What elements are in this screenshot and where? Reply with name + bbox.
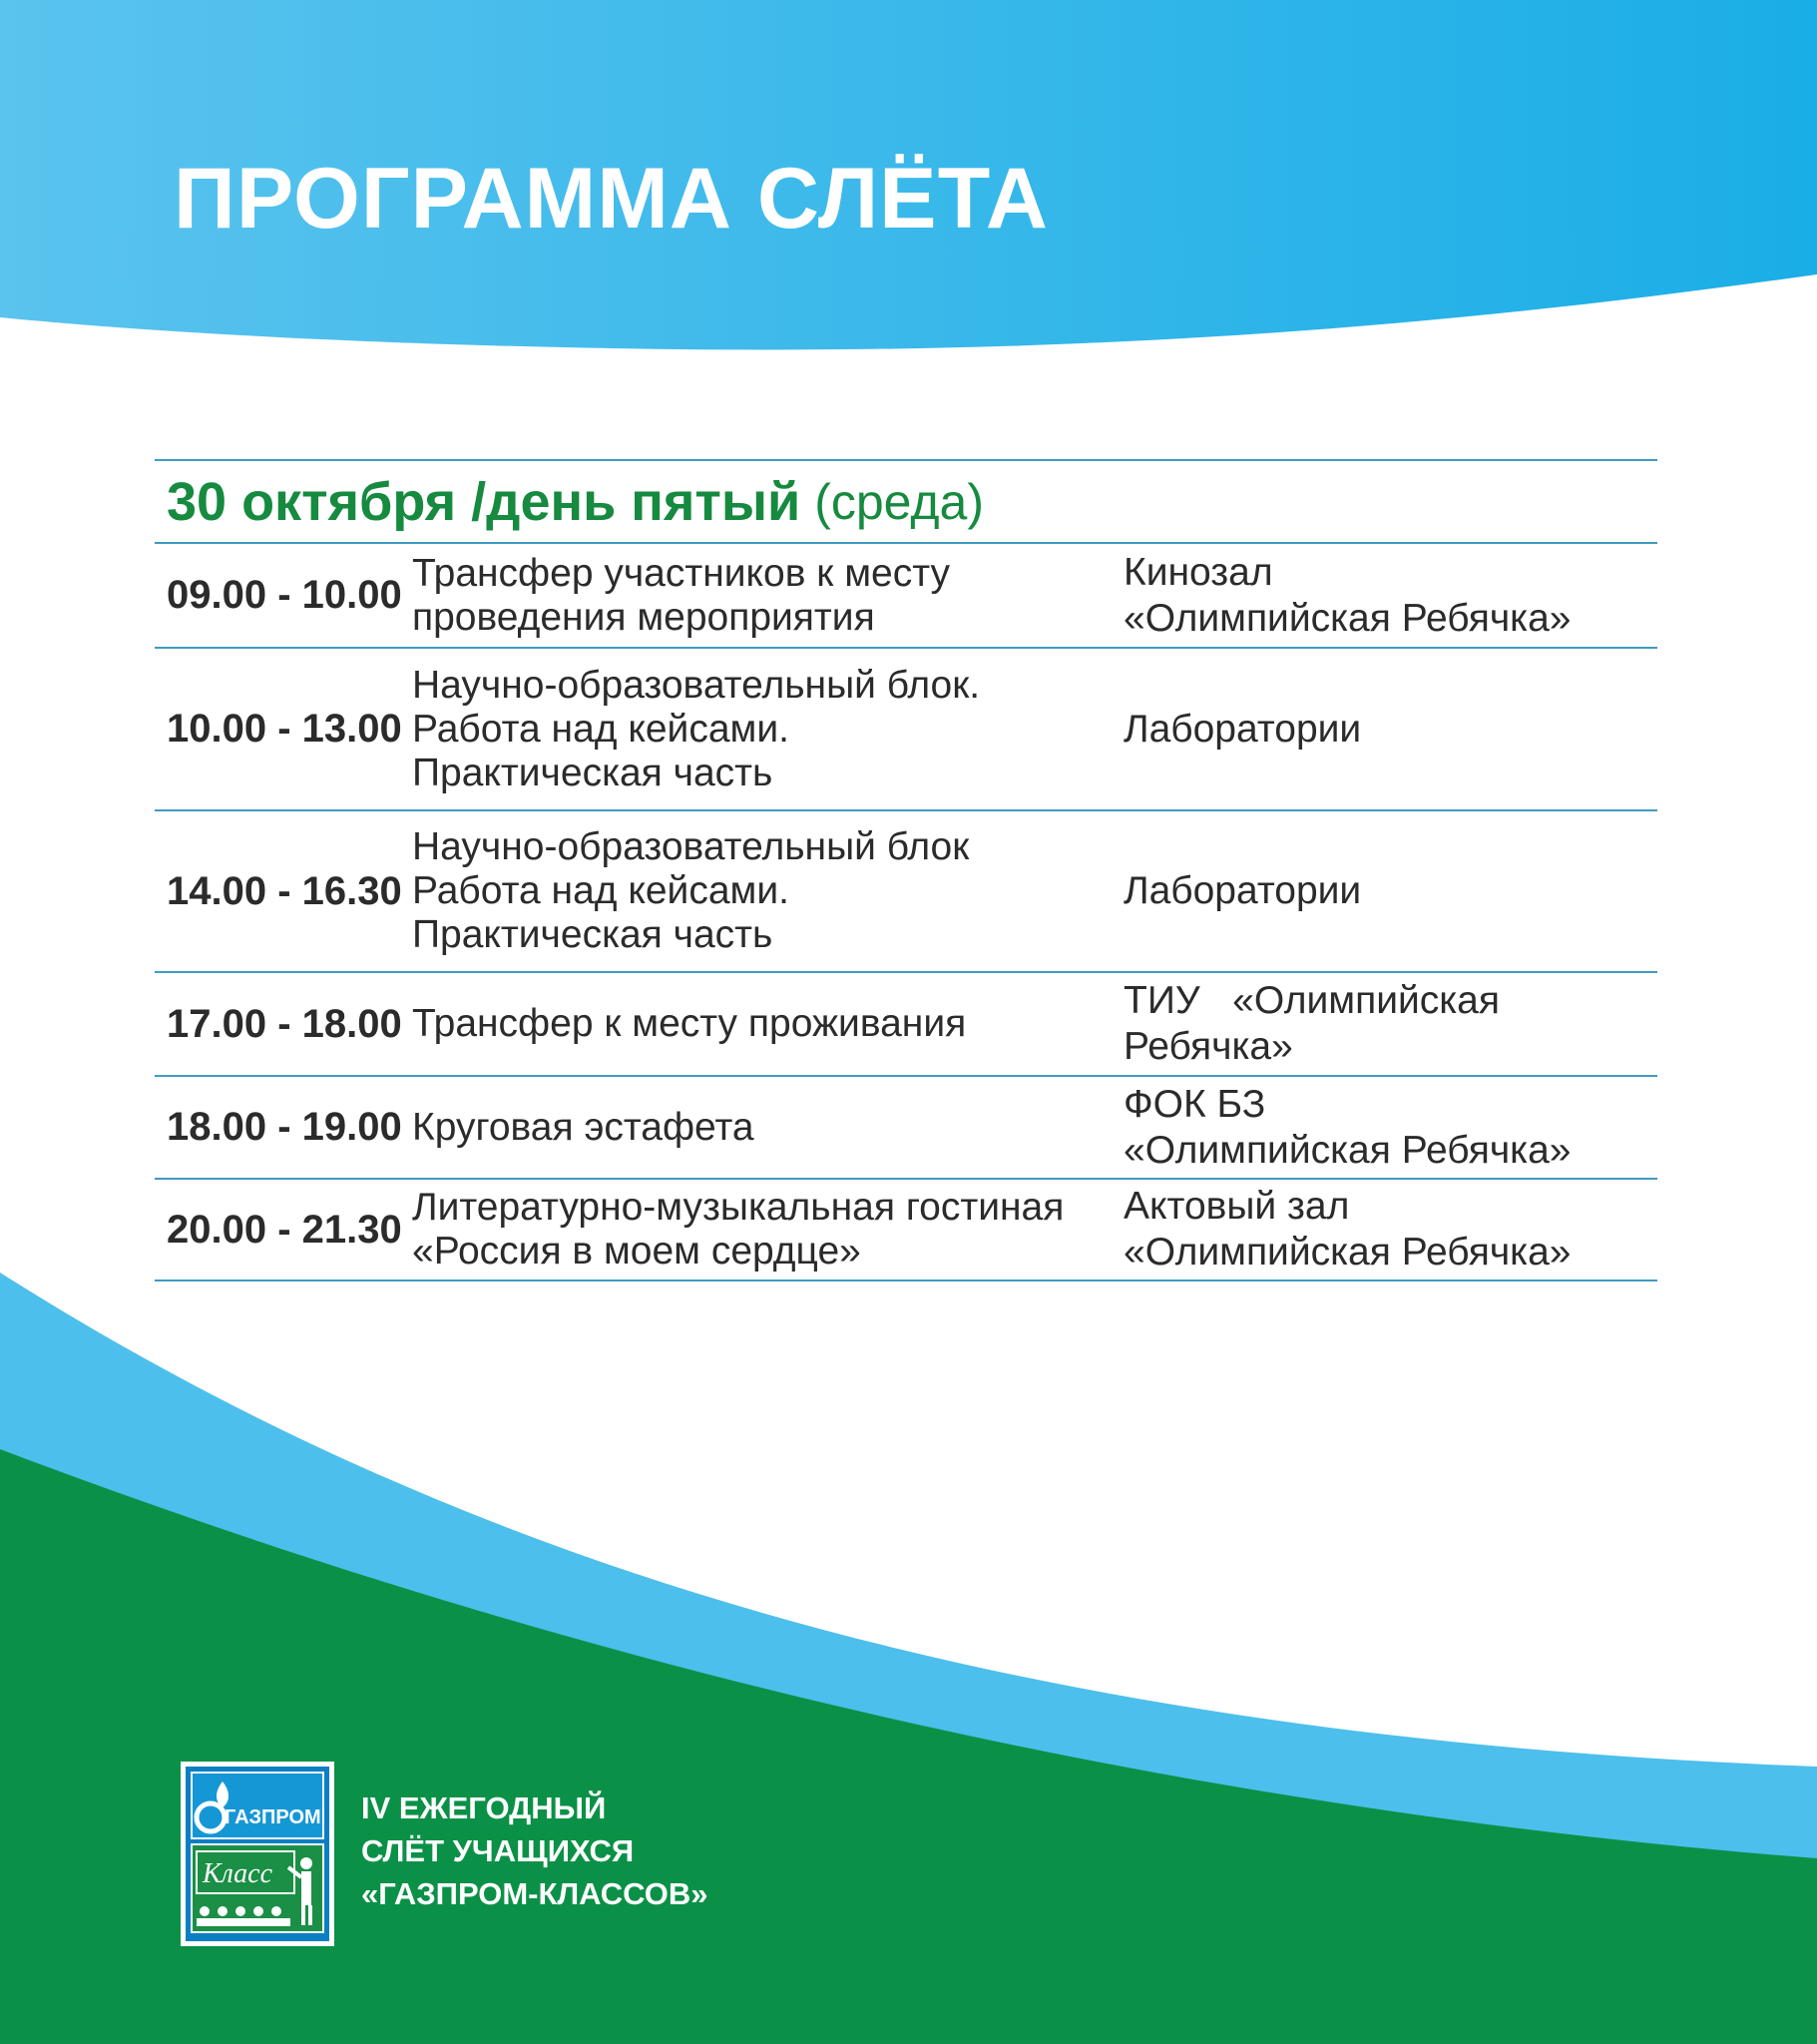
- table-row: [155, 973, 1657, 1077]
- event-line: Литературно-музыкальная гостиная: [412, 1186, 1065, 1229]
- schedule-table: [155, 459, 1657, 1281]
- event-cell: [412, 825, 1124, 957]
- table-row: [155, 1180, 1657, 1281]
- gazprom-class-logo: [181, 1762, 334, 1946]
- place-line: ФОК БЗ: [1124, 1082, 1266, 1126]
- time-cell: 10.00 - 13.00: [167, 707, 402, 751]
- event-line: Практическая часть: [412, 751, 773, 794]
- event-cell: [412, 664, 1124, 795]
- place-cell: [1124, 707, 1657, 753]
- place-cell: [1124, 868, 1657, 914]
- place-cell: [1124, 1082, 1657, 1174]
- place-cell: [1124, 550, 1657, 642]
- table-row: [155, 811, 1657, 973]
- time-cell: 14.00 - 16.30: [167, 868, 402, 913]
- event-line: Научно-образовательный блок: [412, 825, 970, 868]
- table-row: [155, 649, 1657, 811]
- place-line: Ребячка»: [1124, 1025, 1293, 1068]
- place-line: «Олимпийская Ребячка»: [1124, 1231, 1572, 1274]
- table-row: [155, 544, 1657, 649]
- time-cell: 18.00 - 19.00: [167, 1105, 402, 1149]
- time-cell: 20.00 - 21.30: [167, 1207, 402, 1252]
- time-cell: 17.00 - 18.00: [167, 1001, 402, 1046]
- event-caption: [361, 1787, 708, 1915]
- event-cell: [412, 1106, 1124, 1150]
- event-line: Практическая часть: [412, 913, 773, 956]
- event-cell: [412, 1002, 1124, 1046]
- page-title: ПРОГРАММА СЛЁТА: [174, 151, 1049, 247]
- event-line: Работа над кейсами.: [412, 707, 789, 751]
- day-header: [155, 459, 1657, 544]
- logo-brand: ГАЗПРОМ: [225, 1806, 321, 1828]
- time-cell: 09.00 - 10.00: [167, 573, 402, 617]
- place-line: ТИУ «Олимпийская: [1124, 979, 1500, 1022]
- event-line: Трансфер участников к месту: [412, 551, 950, 595]
- place-line: Лаборатории: [1124, 869, 1362, 912]
- event-line: Научно-образовательный блок.: [412, 663, 981, 707]
- place-cell: [1124, 978, 1657, 1070]
- place-line: «Олимпийская Ребячка»: [1124, 596, 1572, 640]
- caption-line: СЛЁТ УЧАЩИХСЯ: [361, 1833, 635, 1868]
- day-weekday: (среда): [814, 473, 984, 530]
- event-cell: [412, 552, 1124, 640]
- place-line: Актовый зал: [1124, 1185, 1350, 1228]
- place-line: «Олимпийская Ребячка»: [1124, 1128, 1572, 1172]
- logo-sub: Класс: [203, 1858, 272, 1889]
- event-cell: [412, 1186, 1124, 1274]
- place-line: Кинозал: [1124, 550, 1273, 594]
- caption-line: IV ЕЖЕГОДНЫЙ: [361, 1790, 607, 1825]
- event-line: Круговая эстафета: [412, 1105, 754, 1149]
- event-line: Трансфер к месту проживания: [412, 1002, 967, 1045]
- caption-line: «ГАЗПРОМ-КЛАССОВ»: [361, 1876, 708, 1911]
- place-line: Лаборатории: [1124, 707, 1362, 751]
- event-line: Работа над кейсами.: [412, 869, 789, 912]
- place-cell: [1124, 1184, 1657, 1276]
- event-line: «Россия в моем сердце»: [412, 1230, 861, 1273]
- day-label: 30 октября /день пятый: [167, 471, 801, 532]
- event-line: проведения мероприятия: [412, 595, 875, 639]
- table-row: [155, 1077, 1657, 1180]
